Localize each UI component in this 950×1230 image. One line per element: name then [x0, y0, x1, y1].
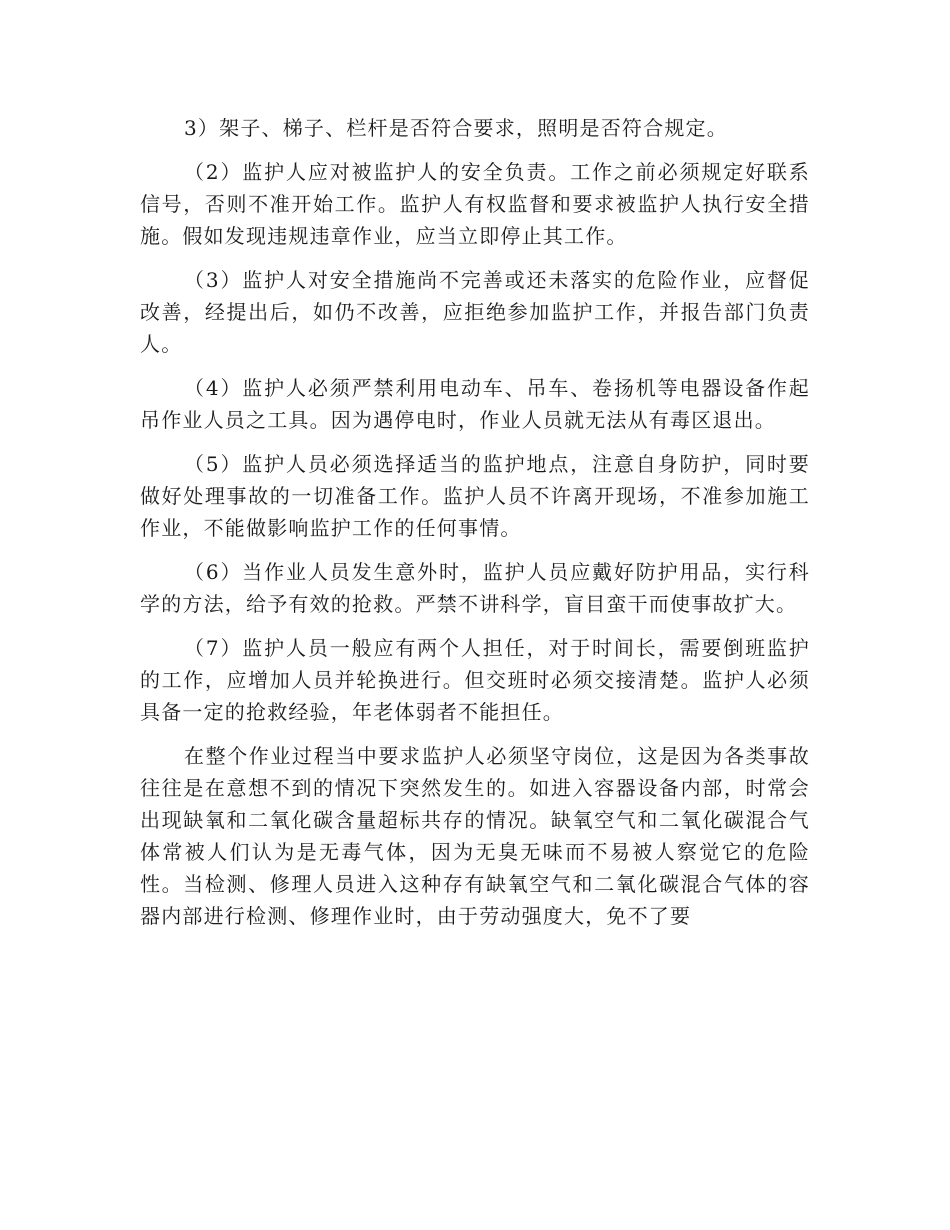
document-body	[140, 112, 810, 944]
paragraph-guardian-responsibility: （2）监护人应对被监护人的安全负责。工作之前必须规定好联系信号，否则不准开始工作。监护人有权监督和要求被监护人执行安全措施。假如发现违规违章作业，应当立即停止其工作。	[140, 160, 810, 248]
paragraph-item-3: 3）架子、梯子、栏杆是否符合要求，照明是否符合规定。	[184, 116, 728, 140]
paragraph-stay-at-post: 在整个作业过程当中要求监护人必须坚守岗位，这是因为各类事故往往是在意想不到的情况下突然发生的。如进入容器设备内部，时常会出现缺氧和二氧化碳含量超标共存的情况。缺氧空气和二氧化碳混合气体常被人们认为是无毒气体，因为无臭无味而不易被人察觉它的危险性。当检测、修理人员进入这种存有缺氧空气和二氧化碳混合气体的容器内部进行检测、修理作业时，由于劳动强度大，免不了要	[140, 744, 810, 928]
paragraph-no-electric-lifting: （4）监护人必须严禁利用电动车、吊车、卷扬机等电器设备作起吊作业人员之工具。因为遇停电时，作业人员就无法从有毒区退出。	[140, 376, 810, 432]
paragraph-emergency-rescue: （6）当作业人员发生意外时，监护人员应戴好防护用品，实行科学的方法，给予有效的抢救。严禁不讲科学，盲目蛮干而使事故扩大。	[140, 560, 810, 616]
paragraph-two-guardians: （7）监护人员一般应有两个人担任，对于时间长，需要倒班监护的工作，应增加人员并轮换进行。但交班时必须交接清楚。监护人必须具备一定的抢救经验，年老体弱者不能担任。	[140, 636, 810, 724]
paragraph-monitoring-location: （5）监护人员必须选择适当的监护地点，注意自身防护，同时要做好处理事故的一切准备工作。监护人员不许离开现场，不准参加施工作业，不能做影响监护工作的任何事情。	[140, 452, 810, 540]
paragraph-incomplete-measures: （3）监护人对安全措施尚不完善或还未落实的危险作业，应督促改善，经提出后，如仍不改善，应拒绝参加监护工作，并报告部门负责人。	[140, 268, 810, 356]
